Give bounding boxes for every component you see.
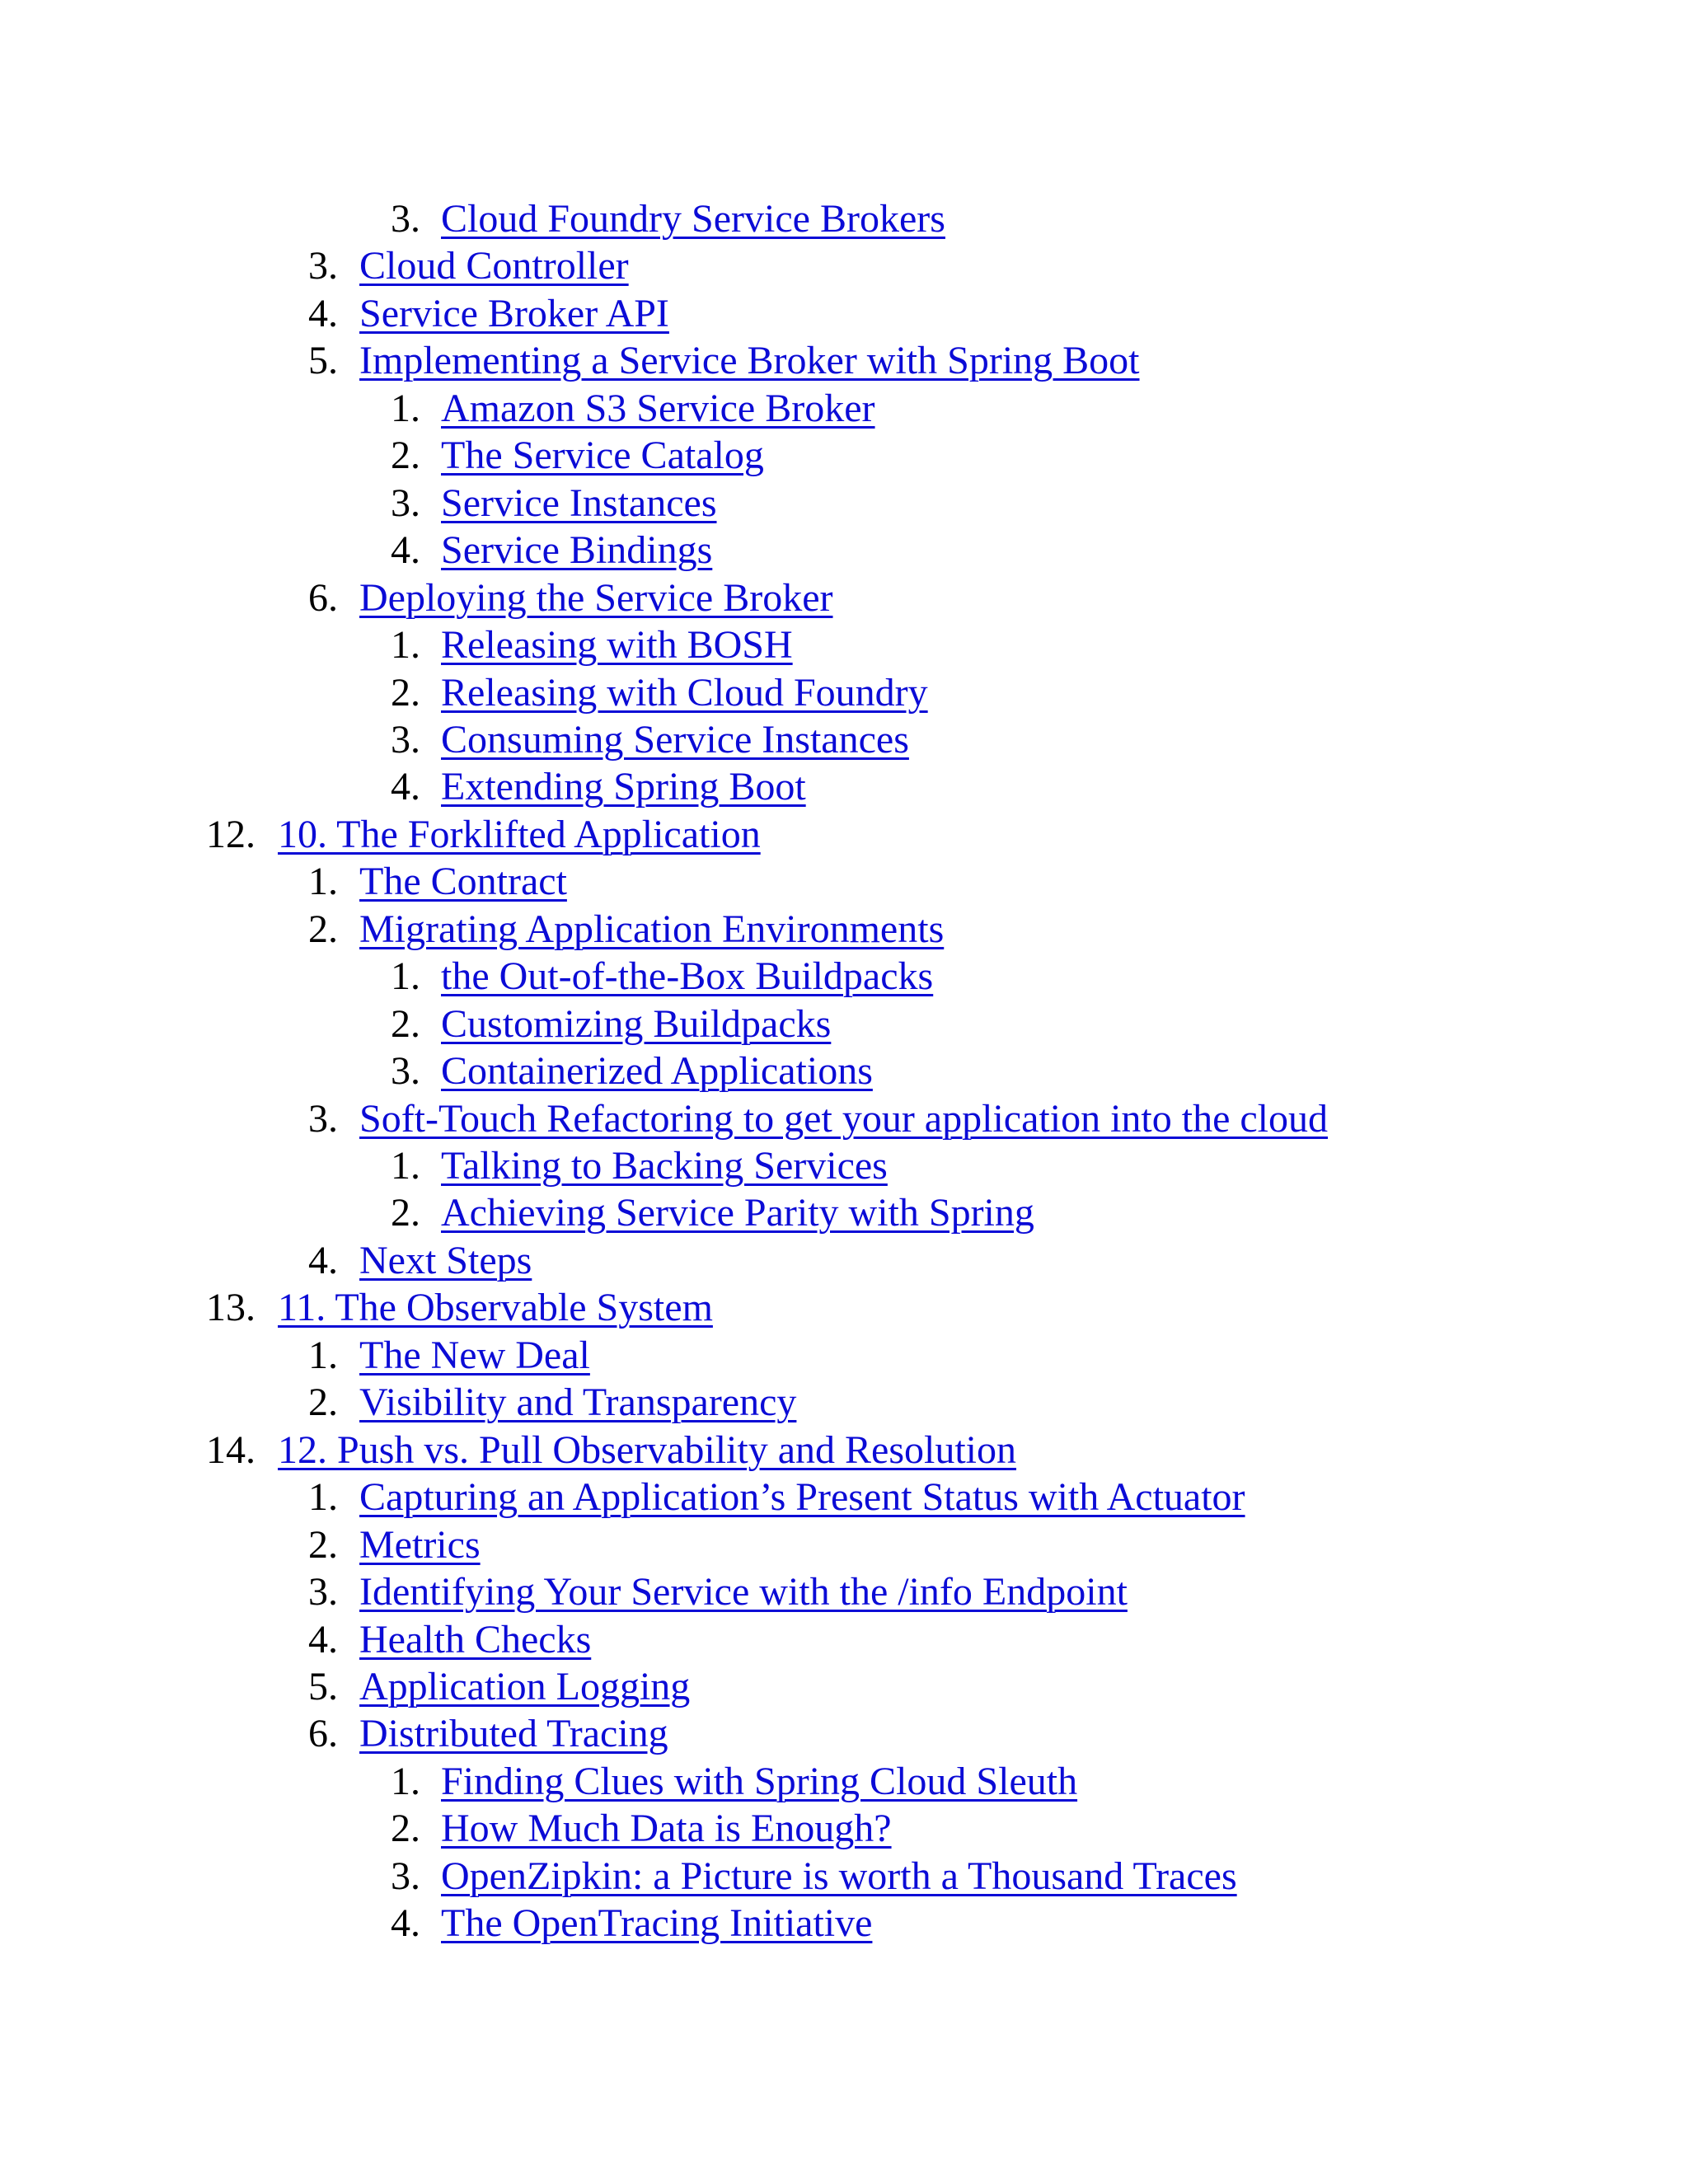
toc-entry-link[interactable]: 11. The Observable System (278, 1286, 713, 1330)
toc-entry-link[interactable]: Next Steps (359, 1238, 532, 1282)
toc-entry-link[interactable]: The Contract (359, 860, 567, 904)
toc-entry-number: 2. (308, 1522, 338, 1567)
toc-entry-link[interactable]: Soft-Touch Refactoring to get your application into the cloud (359, 1096, 1329, 1141)
toc-entry-number: 2. (308, 1380, 338, 1425)
toc-entry-number: 2. (391, 1191, 420, 1235)
toc-entry-link[interactable]: Implementing a Service Broker with Spring Boot (359, 339, 1140, 383)
toc-entry-link[interactable]: Containerized Applications (441, 1049, 873, 1094)
toc-entry-number: 1. (391, 386, 420, 430)
toc-entry-link[interactable]: Metrics (359, 1522, 481, 1567)
toc-entry-number: 1. (308, 1475, 338, 1520)
toc-entry-number: 3. (391, 1049, 420, 1094)
toc-entry-number: 2. (391, 1001, 420, 1046)
toc-entry-number: 14. (206, 1427, 256, 1472)
toc-entry-link[interactable]: Releasing with Cloud Foundry (441, 670, 928, 715)
toc-entry-link[interactable]: Distributed Tracing (359, 1712, 668, 1756)
toc-entry-number: 4. (308, 1238, 338, 1282)
toc-entry-number: 2. (308, 907, 338, 951)
toc-entry-number: 4. (391, 1901, 420, 1946)
toc-entry-number: 2. (391, 670, 420, 715)
toc-entry-number: 4. (308, 291, 338, 335)
toc-entry-number: 2. (391, 1807, 420, 1851)
toc-entry-number: 3. (391, 480, 420, 525)
toc-entry-number: 1. (391, 623, 420, 668)
toc-entry-link[interactable]: Visibility and Transparency (359, 1380, 797, 1425)
toc-entry-number: 5. (308, 339, 338, 383)
toc-entry-link[interactable]: Capturing an Application’s Present Status with Actuator (359, 1475, 1245, 1520)
toc-entry-link[interactable]: 10. The Forklifted Application (278, 812, 761, 856)
toc-entry-number: 13. (206, 1286, 256, 1330)
toc-entry-link[interactable]: Migrating Application Environments (359, 907, 945, 951)
toc-entry-number: 1. (308, 860, 338, 904)
toc-entry-link[interactable]: Finding Clues with Spring Cloud Sleuth (441, 1759, 1078, 1803)
toc-entry-link[interactable]: Service Broker API (359, 291, 669, 335)
toc-entry-link[interactable]: The Service Catalog (441, 434, 764, 478)
toc-entry-link[interactable]: Deploying the Service Broker (359, 575, 833, 620)
toc-entry-link[interactable]: Cloud Controller (359, 244, 629, 288)
toc-entry-link[interactable]: How Much Data is Enough? (441, 1807, 892, 1851)
toc-entry-link[interactable]: Cloud Foundry Service Brokers (441, 197, 945, 241)
toc-entry-number: 6. (308, 575, 338, 620)
toc-entry-number: 12. (206, 812, 256, 856)
toc-entry-number: 4. (308, 1617, 338, 1661)
toc-entry-link[interactable]: Achieving Service Parity with Spring (441, 1191, 1034, 1235)
toc-entry-number: 3. (391, 1854, 420, 1898)
toc-entry-number: 2. (391, 434, 420, 478)
toc-entry-number: 3. (308, 244, 338, 288)
toc-entry-link[interactable]: OpenZipkin: a Picture is worth a Thousand Traces (441, 1854, 1237, 1898)
toc-entry-link[interactable]: Consuming Service Instances (441, 717, 909, 762)
toc-entry-number: 4. (391, 765, 420, 809)
toc-entry-link[interactable]: the Out-of-the-Box Buildpacks (441, 954, 934, 999)
toc-entry-link[interactable]: Service Instances (441, 480, 717, 525)
toc-entry-link[interactable]: Talking to Backing Services (441, 1144, 888, 1188)
toc-entry-number: 1. (391, 954, 420, 999)
toc-entry-number: 4. (391, 528, 420, 573)
toc-entry-link[interactable]: Amazon S3 Service Broker (441, 386, 875, 430)
toc-entry-number: 6. (308, 1712, 338, 1756)
toc-entry-link[interactable]: Application Logging (359, 1664, 691, 1708)
toc-entry-number: 5. (308, 1664, 338, 1708)
toc-entry-link[interactable]: Extending Spring Boot (441, 765, 806, 809)
toc-entry-link[interactable]: Service Bindings (441, 528, 713, 573)
toc-entry-number: 1. (391, 1144, 420, 1188)
toc-entry-link[interactable]: The OpenTracing Initiative (441, 1901, 873, 1946)
toc-entry-link[interactable]: Identifying Your Service with the /info Endpoint (359, 1570, 1128, 1615)
toc-entry-link[interactable]: The New Deal (359, 1333, 590, 1377)
toc-entry-number: 3. (391, 717, 420, 762)
toc-entry-number: 3. (308, 1096, 338, 1141)
toc-entry-link[interactable]: Releasing with BOSH (441, 623, 793, 668)
toc-entry-link[interactable]: Customizing Buildpacks (441, 1001, 832, 1046)
toc-entry-link[interactable]: 12. Push vs. Pull Observability and Resolution (278, 1427, 1017, 1472)
toc-entry-number: 3. (308, 1570, 338, 1615)
toc-entry-link[interactable]: Health Checks (359, 1617, 592, 1661)
toc-entry-number: 3. (391, 197, 420, 241)
toc-entry-number: 1. (391, 1759, 420, 1803)
toc-entry-number: 1. (308, 1333, 338, 1377)
